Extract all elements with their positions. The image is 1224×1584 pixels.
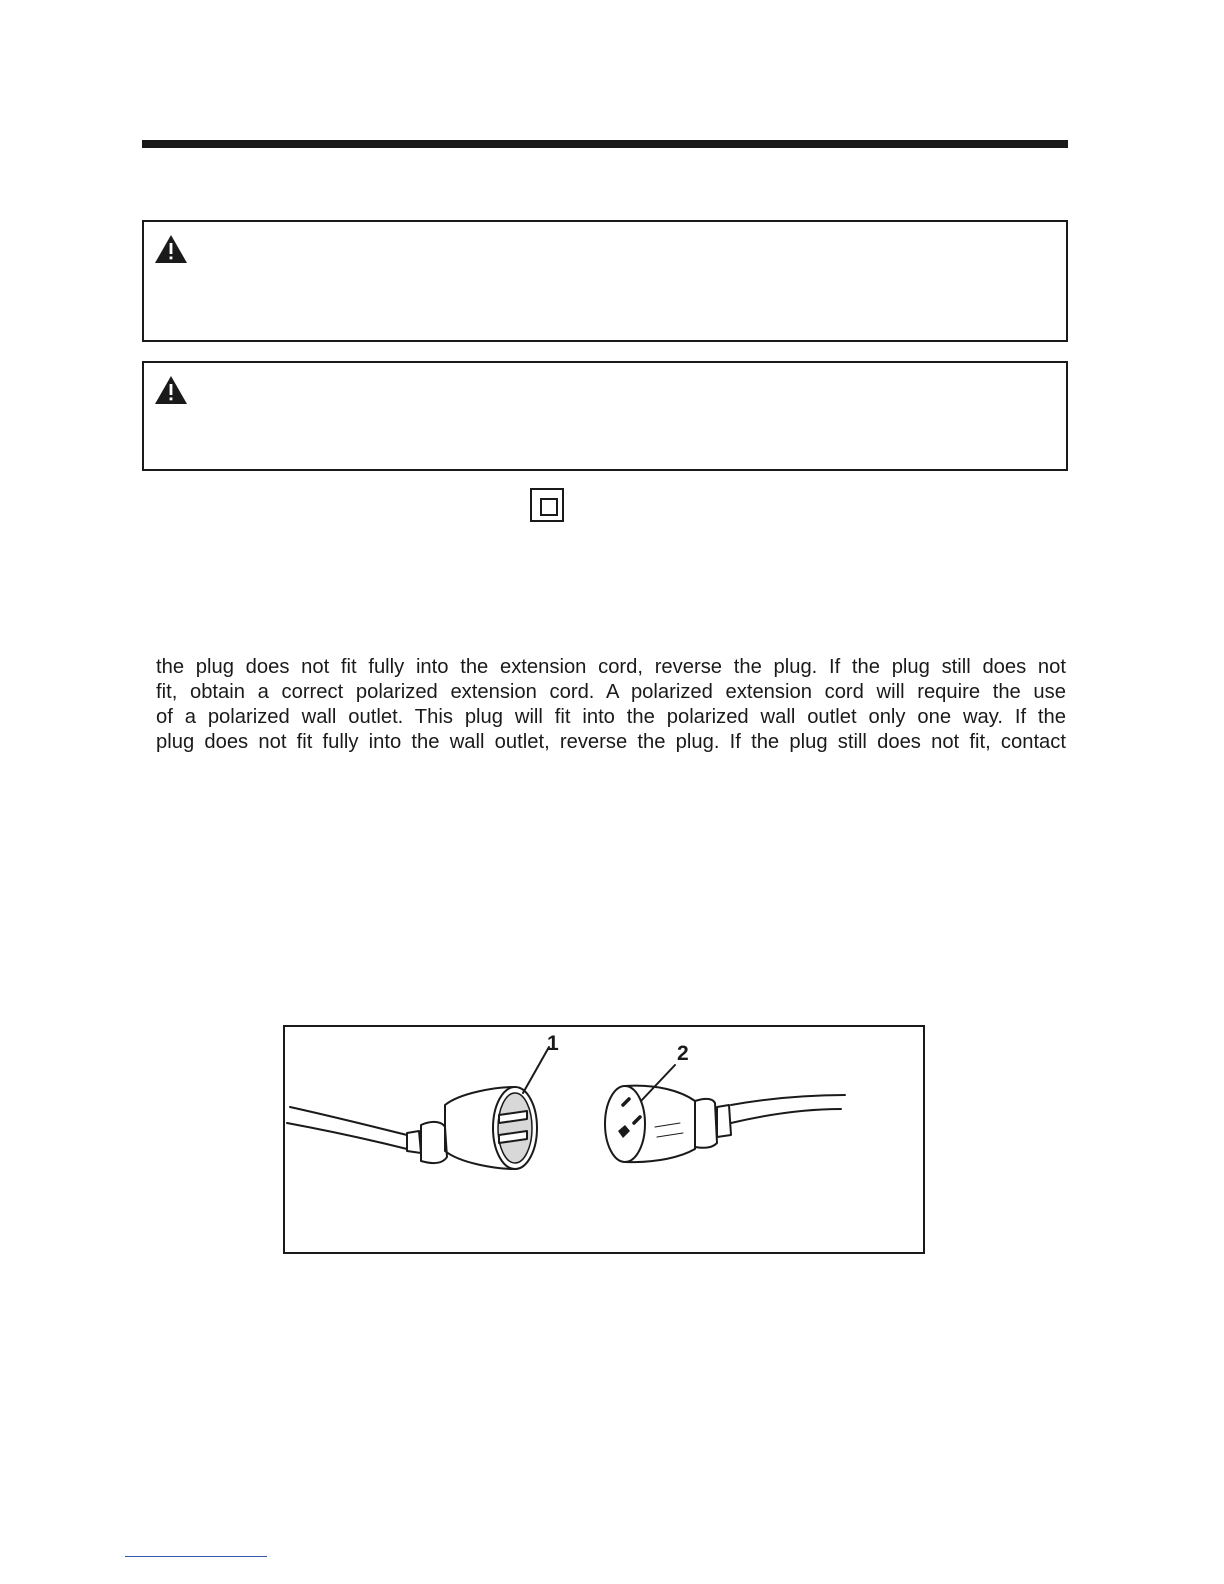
header-rule (142, 140, 1068, 148)
female-connector-face (605, 1086, 645, 1162)
paragraph-line: fit, obtain a correct polarized extension cord. A polarized extension cord will require the use (156, 681, 1066, 703)
callout-1-label: 1 (547, 1032, 559, 1055)
warning-triangle-icon (154, 234, 188, 264)
callout-2-label: 2 (677, 1042, 689, 1065)
polarized-plug-paragraph (156, 655, 1066, 755)
warning-box-1 (142, 220, 1068, 342)
right-cord-top (731, 1095, 845, 1105)
right-cord-bottom (731, 1109, 841, 1123)
male-plug-face (498, 1093, 532, 1163)
plug-and-cord-illustration (285, 1027, 923, 1252)
paragraph-line: of a polarized wall outlet. This plug will fit into the polarized wall outlet only one way. If the (156, 706, 1066, 728)
warning-triangle-icon (154, 375, 188, 405)
footer-link-underline (125, 1556, 267, 1557)
warning-box-2 (142, 361, 1068, 471)
paragraph-line: the plug does not fit fully into the extension cord, reverse the plug. If the plug still does not (156, 656, 1066, 678)
double-insulation-icon (530, 488, 564, 522)
double-insulation-inner-square (540, 498, 558, 516)
left-cord-bottom (287, 1123, 407, 1149)
paragraph-line: plug does not fit fully into the wall outlet, reverse the plug. If the plug still does not fit, contact (156, 731, 1066, 753)
plug-figure (283, 1025, 925, 1254)
left-cord-top (290, 1107, 407, 1135)
